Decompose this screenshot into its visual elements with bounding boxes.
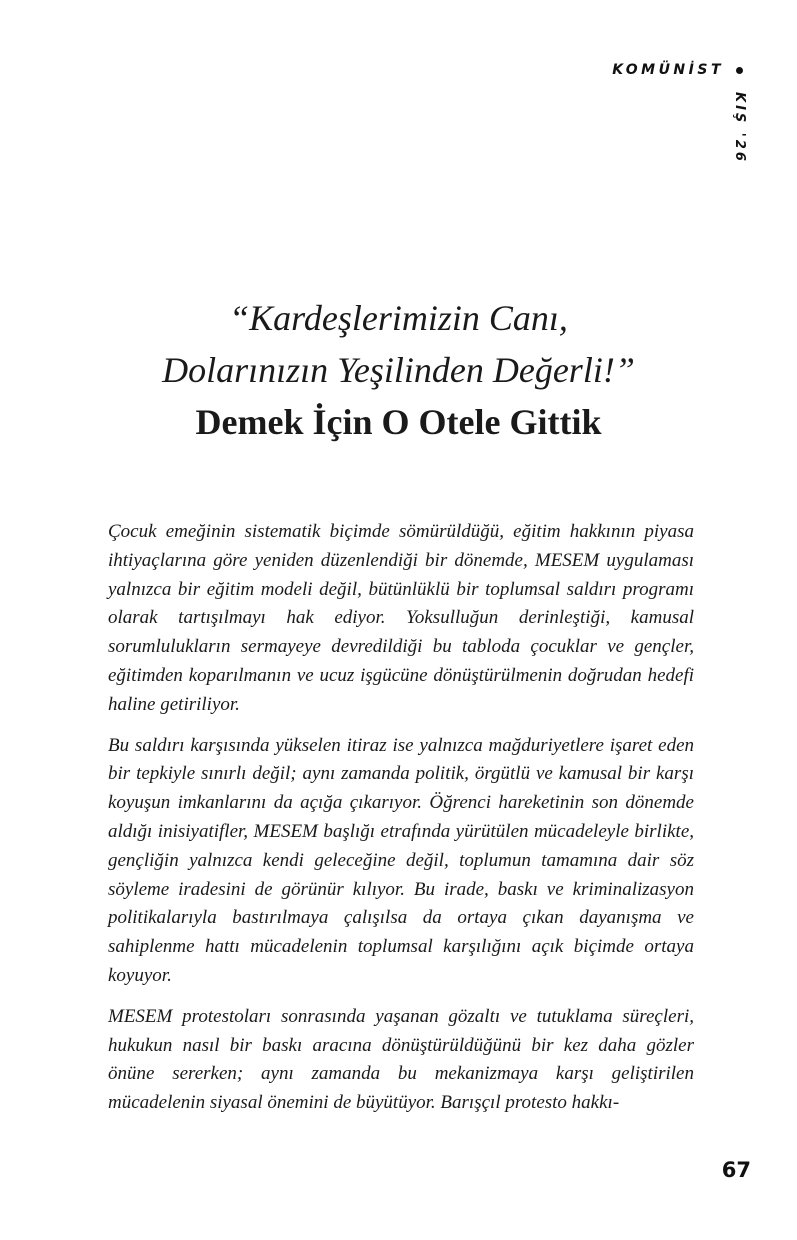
bullet-dot-icon [736, 67, 743, 74]
article-title [0, 292, 797, 448]
running-head [612, 62, 743, 78]
paragraph-1: Çocuk emeğinin sistematik biçimde sömürüldüğü, eğitim hakkının piyasa ihtiyaçlarına göre yeniden düzenlendiği bir dönemde, MESEM uygulaması yalnızca bir eğitim modeli değil, bütünlüklü bir toplumsal saldırı programı olarak tartışılmayı hak ediyor. Yoksulluğun derinleştiği, kamusal sorumlulukların sermayeye devredildiği bu tabloda çocuklar ve gençler, eğitimden koparılmanın ve ucuz işgücüne dönüştürülmenin doğrudan hedefi haline getiriliyor. [108, 521, 694, 715]
title-line-2: Dolarınızın Yeşilinden Değerli!” [162, 350, 635, 390]
paragraph-2: Bu saldırı karşısında yükselen itiraz ise yalnızca mağduriyetlere işaret eden bir tepkiyle sınırlı değil; aynı zamanda politik, örgütlü ve kamusal bir karşı koyuşun imkanlarını da açığa çıkarıyor. Öğrenci hareketinin son dönemde aldığı inisiyatifler, MESEM başlığı etrafında yürütülen mücadeleyle birlikte, gençliğin yalnızca kendi geleceğine değil, toplumun tamamına dair söz söyleme iradesini de görünür kılıyor. Bu irade, baskı ve kriminalizasyon politikalarıyla bastırılmaya çalışılsa da ortaya çıkan dayanışma ve sahiplenme hattı mücadelenin toplumsal karşılığını açık biçimde ortaya koyuyor. [108, 734, 694, 986]
journal-name: KOMÜNİST [612, 62, 724, 78]
title-line-1: “Kardeşlerimizin Canı, [229, 298, 568, 338]
article-body [108, 518, 694, 1130]
title-subline: Demek İçin O Otele Gittik [195, 402, 602, 442]
issue-label: KIŞ '26 [732, 92, 747, 164]
page-number: 67 [721, 1158, 751, 1182]
paragraph-3: MESEM protestoları sonrasında yaşanan gözaltı ve tutuklama süreçleri, hukukun nasıl bir baskı aracına dönüştürüldüğünü bir kez daha gözler önüne sererken; aynı zamanda bu mekanizmaya karşı geliştirilen mücadelenin siyasal önemini de büyütüyor. Barışçıl protesto hakkı- [108, 1005, 694, 1114]
